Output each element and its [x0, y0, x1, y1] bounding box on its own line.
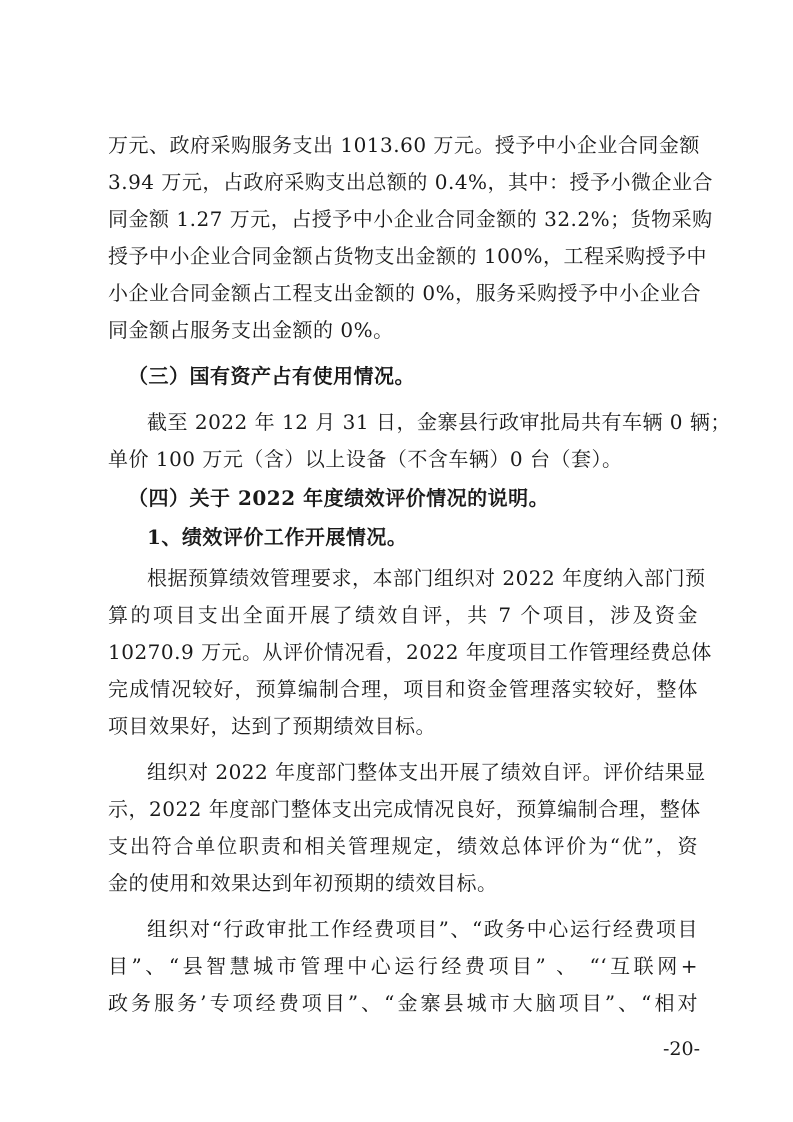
paragraph-line: 同金额 1.27 万元，占授予中小企业合同金额的 32.2%；货物采购 [108, 207, 713, 231]
paragraph-line: 组织对 2022 年度部门整体支出开展了绩效自评。评价结果显 [147, 760, 706, 784]
subsection-heading: 1、绩效评价工作开展情况。 [147, 525, 408, 549]
paragraph-line: 政务服务’专项经费项目”、“金寨县城市大脑项目”、“相对 [108, 991, 698, 1015]
paragraph-line: 根据预算绩效管理要求，本部门组织对 2022 年度纳入部门预 [147, 566, 706, 590]
paragraph-line: 截至 2022 年 12 月 31 日，金寨县行政审批局共有车辆 0 辆； [147, 410, 731, 434]
section-heading: （四）关于 2022 年度绩效评价情况的说明。 [128, 486, 550, 510]
paragraph-line: 万元、政府采购服务支出 1013.60 万元。授予中小企业合同金额 [108, 133, 700, 157]
paragraph-line: 同金额占服务支出金额的 0%。 [108, 318, 394, 342]
paragraph-line: 组织对“行政审批工作经费项目”、“政务中心运行经费项目 [147, 917, 698, 941]
paragraph-line: 授予中小企业合同金额占货物支出金额的 100%，工程采购授予中 [108, 244, 708, 268]
paragraph-line: 金的使用和效果达到年初预期的绩效目标。 [108, 871, 498, 895]
paragraph-line: 算的项目支出全面开展了绩效自评，共 7 个项目，涉及资金 [108, 603, 698, 627]
page-number: -20- [662, 1038, 700, 1060]
paragraph-line: 单价 100 万元（含）以上设备（不含车辆）0 台（套）。 [108, 447, 623, 471]
paragraph-line: 目”、“县智慧城市管理中心运行经费项目” 、 “‘互联网+ [108, 954, 698, 978]
section-heading: （三）国有资产占有使用情况。 [128, 364, 415, 388]
paragraph-line: 10270.9 万元。从评价情况看，2022 年度项目工作管理经费总体 [108, 640, 712, 664]
paragraph-line: 完成情况较好，预算编制合理，项目和资金管理落实较好，整体 [108, 677, 698, 701]
paragraph-line: 示，2022 年度部门整体支出完成情况良好，预算编制合理，整体 [108, 797, 701, 821]
paragraph-line: 项目效果好，达到了预期绩效目标。 [108, 714, 436, 738]
paragraph-line: 3.94 万元，占政府采购支出总额的 0.4%，其中：授予小微企业合 [108, 170, 714, 194]
paragraph-line: 小企业合同金额占工程支出金额的 0%，服务采购授予中小企业合 [108, 281, 702, 305]
paragraph-line: 支出符合单位职责和相关管理规定，绩效总体评价为“优”，资 [108, 834, 698, 858]
